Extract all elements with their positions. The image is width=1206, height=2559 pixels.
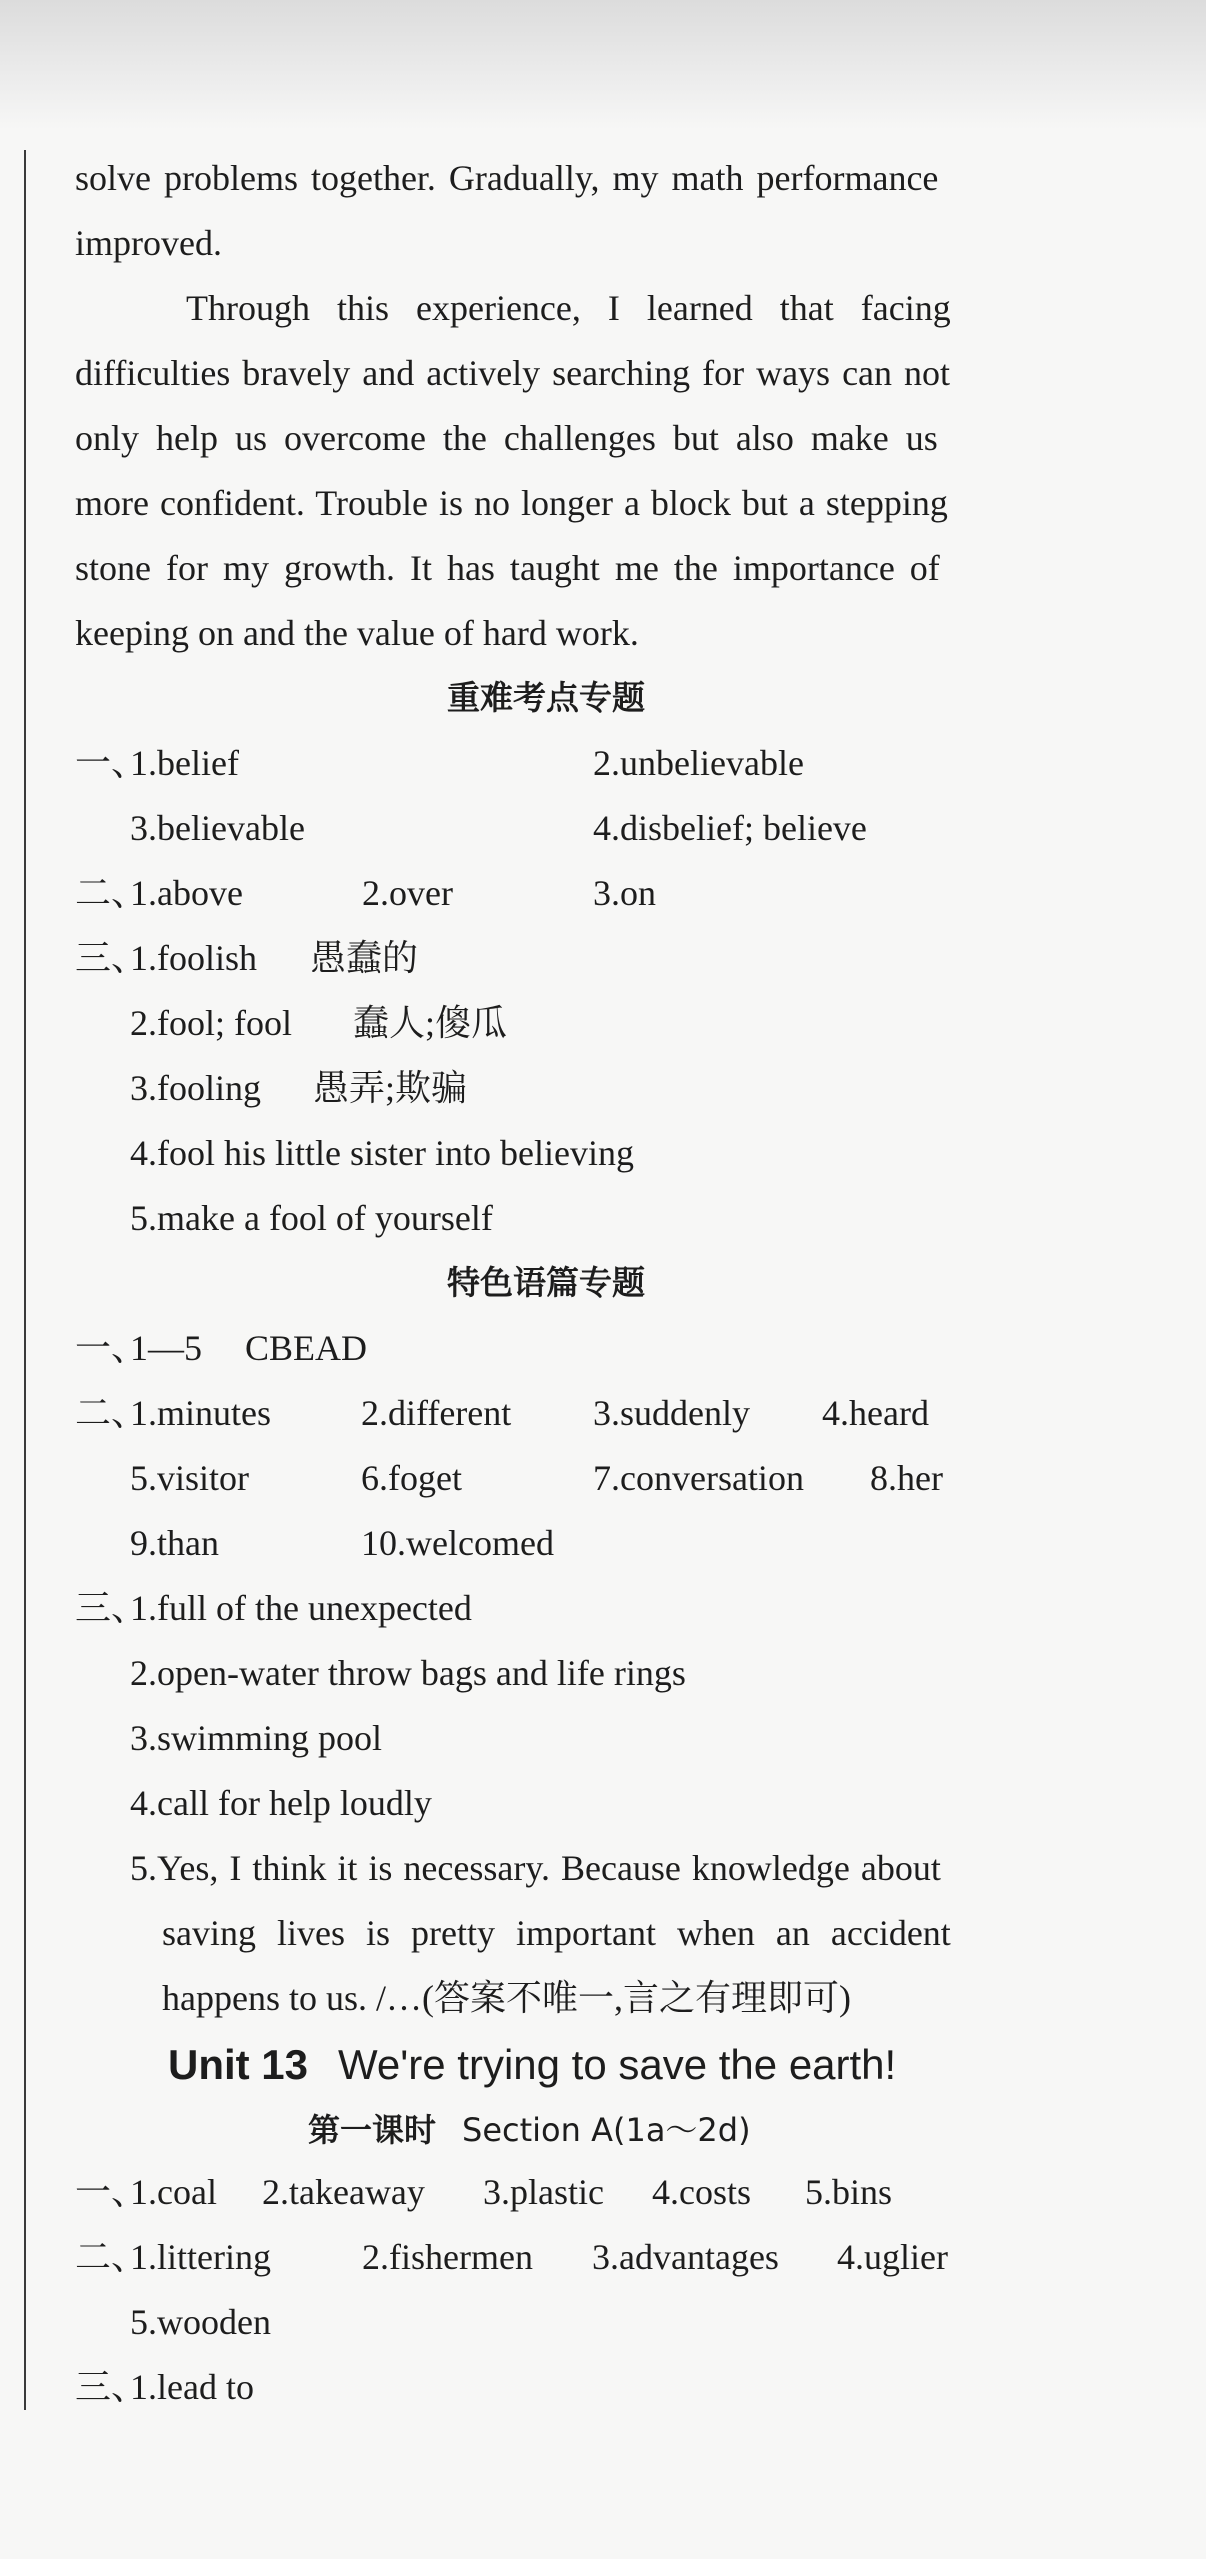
answer: 1.lead to xyxy=(130,2367,254,2407)
answer: 1.littering xyxy=(130,2237,271,2277)
answer: 4.fool his little sister into believing xyxy=(130,1133,634,1173)
answer: 10.welcomed xyxy=(361,1523,554,1563)
answer: 1.full of the unexpected xyxy=(130,1588,472,1628)
lesson-section: Section A(1a～2d) xyxy=(462,2111,751,2149)
page-top-shadow xyxy=(0,0,1206,130)
answer: 1.belief xyxy=(130,743,239,783)
answer: 6.foget xyxy=(361,1458,462,1498)
answer: 5.wooden xyxy=(130,2302,271,2342)
answer: 5.bins xyxy=(805,2172,893,2212)
answer-translation: 蠢人;傻瓜 xyxy=(353,1003,508,1043)
answer: happens to us. /…(答案不唯一,言之有理即可) xyxy=(162,1978,851,2018)
part-label: 一、 xyxy=(75,1328,148,1368)
answer: CBEAD xyxy=(245,1328,368,1368)
answer: 2.different xyxy=(361,1393,512,1433)
question-range: 1—5 xyxy=(130,1328,202,1368)
section-title: 重难考点专题 xyxy=(447,678,645,717)
unit-title: We're trying to save the earth! xyxy=(338,2041,897,2088)
answer: 5.make a fool of yourself xyxy=(130,1198,493,1238)
answer: 3.believable xyxy=(130,808,305,848)
answer: 4.uglier xyxy=(837,2237,948,2277)
unit-heading xyxy=(168,2030,896,2100)
answer: 1.coal xyxy=(130,2172,217,2212)
answer: 9.than xyxy=(130,1523,219,1563)
answer: 2.open-water throw bags and life rings xyxy=(130,1653,686,1693)
part-label: 一、 xyxy=(75,2172,148,2212)
lesson-heading xyxy=(308,2100,751,2160)
answer: 3.swimming pool xyxy=(130,1718,383,1758)
part-label: 三、 xyxy=(75,1588,148,1628)
answer-translation: 愚弄;欺骗 xyxy=(313,1068,468,1108)
answer: 4.costs xyxy=(652,2172,751,2212)
answer: 2.over xyxy=(362,873,453,913)
section-title: 特色语篇专题 xyxy=(447,1263,645,1302)
essay-text: difficulties bravely and actively searching for ways can not xyxy=(75,353,951,393)
answer: 1.above xyxy=(130,873,243,913)
answer: 2.fishermen xyxy=(362,2237,533,2277)
essay-text: keeping on and the value of hard work. xyxy=(75,613,639,653)
part-label: 二、 xyxy=(75,2237,148,2277)
answer: 8.her xyxy=(870,1458,943,1498)
answer: 3.advantages xyxy=(592,2237,779,2277)
answer: 7.conversation xyxy=(593,1458,804,1498)
answer-translation: 愚蠢的 xyxy=(310,938,419,978)
answer: 3.on xyxy=(593,873,656,913)
unit-number: Unit 13 xyxy=(168,2041,309,2088)
answer: saving lives is pretty important when an accident xyxy=(162,1913,951,1953)
essay-text: Through this experience, I learned that facing xyxy=(186,288,951,328)
essay-text: stone for my growth. It has taught me the importance of xyxy=(75,548,940,588)
answer: 2.unbelievable xyxy=(593,743,804,783)
essay-text: more confident. Trouble is no longer a block but a stepping xyxy=(75,483,948,523)
essay-text: improved. xyxy=(75,223,222,263)
essay-text: solve problems together. Gradually, my math performance xyxy=(75,158,939,198)
part-label: 二、 xyxy=(75,873,148,913)
answer: 1.foolish xyxy=(130,938,258,978)
answer: 2.takeaway xyxy=(262,2172,425,2212)
answer: 3.plastic xyxy=(483,2172,604,2212)
binding-margin-line xyxy=(24,150,26,2410)
part-label: 一、 xyxy=(75,743,148,783)
answer: 5.Yes, I think it is necessary. Because knowledge about xyxy=(130,1848,941,1888)
answer: 3.fooling xyxy=(130,1068,261,1108)
answer: 4.heard xyxy=(822,1393,929,1433)
answer: 4.call for help loudly xyxy=(130,1783,432,1823)
essay-text: only help us overcome the challenges but also make us xyxy=(75,418,938,458)
part-label: 三、 xyxy=(75,2367,148,2407)
answer: 4.disbelief; believe xyxy=(593,808,867,848)
answer: 3.suddenly xyxy=(593,1393,750,1433)
lesson-number: 第一课时 xyxy=(308,2111,437,2149)
answer: 1.minutes xyxy=(130,1393,271,1433)
part-label: 三、 xyxy=(75,938,148,978)
part-label: 二、 xyxy=(75,1393,148,1433)
answer: 5.visitor xyxy=(130,1458,250,1498)
answer: 2.fool; fool xyxy=(130,1003,292,1043)
